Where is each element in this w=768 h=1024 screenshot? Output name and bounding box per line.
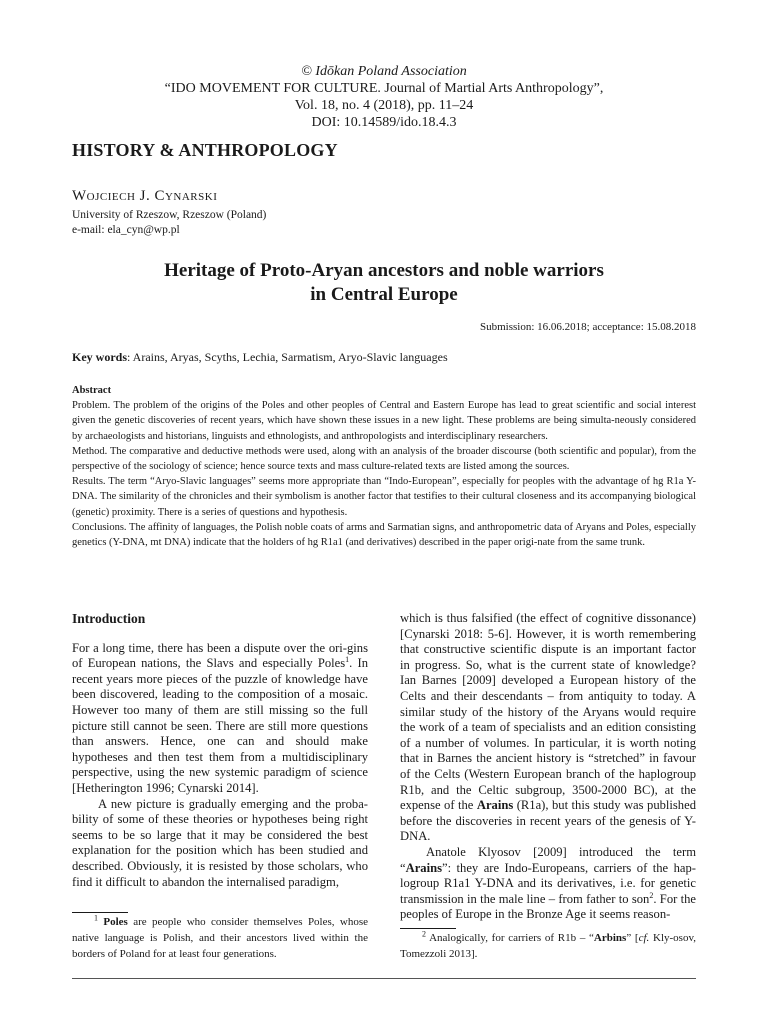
- right-column: [400, 611, 696, 923]
- right-p2-text-b: ”: they are Indo-Europeans, carriers of the hap-logroup R1a1 Y-DNA and its derivatives, i.e. for genetic transmission in the male line – from father to son: [400, 860, 696, 906]
- left-paragraph-1: [72, 641, 368, 797]
- abstract-method: Method. The comparative and deductive methods were used, along with an analysis of the broader discourse (both scientific and popular), from the perspective of the sociology of science; hence source texts and mass culture-related texts are listed among the sources.: [72, 445, 696, 473]
- left-column: [72, 610, 368, 890]
- author-name: Wojciech J. Cynarski: [72, 188, 218, 204]
- footnote-2-bold: Arbins: [593, 932, 627, 944]
- right-p2-bold: Arains: [405, 860, 442, 875]
- footnote-1-bold: Poles: [103, 916, 128, 928]
- left-paragraph-2: A new picture is gradually emerging and the proba-bility of some of these theories or hypotheses being right seems to be so large that it may be considered the best explanation for the position which has been studied and described. Obviously, it is resisted by those scholars, who find it difficult to abandon the internalised paradigm,: [72, 796, 368, 889]
- right-p1-text: which is thus falsified (the effect of cognitive dissonance) [Cynarski 2018: 5-6]. However, it is worth remembering that constructive scientific dispute is an important factor in progress. So, what is the current state of knowledge? Ian Barnes [2009] developed a European history of the Celts and their descendants – from antiquity to today. A similar study of the history of the Aryans would require the work of a team of specialists and an edition consisting of a number of volumes. In particular, it is worth noting that in Barnes the ancient history is “stretched” in favour of the Celts (Western European branch of the haplogroup R1b, and the Celtic subgroup, 3500-2000 BC), at the expense of the: [400, 611, 696, 813]
- footnote-ref-2: 2: [649, 890, 654, 900]
- doi-line: DOI: 10.14589/ido.18.4.3: [311, 115, 457, 130]
- footnote-rule-left: [72, 912, 128, 913]
- footnote-1: [72, 914, 368, 962]
- footnote-2-text-b: ” [: [626, 932, 639, 944]
- bottom-rule: [72, 978, 696, 979]
- abstract-heading: Abstract: [72, 385, 112, 396]
- keywords-label: Key words: [72, 350, 127, 364]
- abstract-problem: Problem. The problem of the origins of the Poles and other peoples of Central and Eastern Europe has lead to great scientific and social interest given the genetic discoveries of recent years, which have shown these issues in a new light. These problems are being simulta-neously considered by archaeologists and historians, linguists and ethnologists, and anthropologists and interdisciplinary researchers.: [72, 400, 696, 442]
- submission-dates: Submission: 16.06.2018; acceptance: 15.08.2018: [480, 321, 696, 333]
- title-line-2: in Central Europe: [310, 284, 458, 305]
- right-p2-text-a: Anatole Klyosov [2009] introduced the term “: [400, 844, 696, 875]
- paper-title: [72, 259, 696, 307]
- footnote-2-text-c: Kly-osov, Tomezzoli 2013].: [400, 932, 696, 960]
- right-p1-bold: Arains: [476, 798, 514, 813]
- keywords-text: : Arains, Aryas, Scyths, Lechia, Sarmatism, Aryo-Slavic languages: [127, 350, 448, 364]
- footnote-2-number: 2: [422, 929, 426, 939]
- author-affiliation: University of Rzeszow, Rzeszow (Poland): [72, 209, 267, 221]
- title-line-1: Heritage of Proto-Aryan ancestors and noble warriors: [164, 260, 604, 281]
- section-heading: HISTORY & ANTHROPOLOGY: [72, 140, 338, 160]
- footnote-2-text-a: Analogically, for carriers of R1b – “: [426, 932, 594, 944]
- footnote-ref-1: 1: [345, 655, 350, 664]
- footnote-2: [400, 930, 696, 962]
- journal-header: [72, 63, 696, 131]
- association-line: © Idōkan Poland Association: [301, 64, 467, 79]
- abstract: [72, 383, 696, 550]
- left-p1-text-a: For a long time, there has been a dispute over the ori-gins of European nations, the Slavs and especially Poles: [72, 640, 368, 671]
- author-email: e-mail: ela_cyn@wp.pl: [72, 224, 180, 236]
- footnote-1-text: are people who consider themselves Poles, whose native language is Polish, and their ancestors lived within the borders of Poland for at least four generations.: [72, 916, 369, 960]
- keywords: [72, 350, 448, 365]
- right-paragraph-2: [400, 845, 696, 923]
- left-p1-text-b: . In recent years more pieces of the puzzle of knowledge have been discovered, leading to the composition of a mosaic. However too many of them are still missing so the full picture still cannot be seen. There are still more questions than answers. Hence, one can and should make hypotheses and then test them from a multidisciplinary perspective, using the new systemic paradigm of science [Hetherington 1996; Cynarski 2014].: [72, 656, 368, 795]
- right-p2-text-c: . For the peoples of Europe in the Bronze Age it seems reason-: [400, 891, 696, 922]
- footnote-2-italic: cf.: [638, 932, 650, 944]
- footnote-1-number: 1: [94, 913, 98, 923]
- author-affiliation-block: [72, 208, 266, 238]
- volume-line: Vol. 18, no. 4 (2018), pp. 11–24: [294, 98, 474, 113]
- footnote-rule-right: [400, 928, 456, 929]
- abstract-conclusions: Conclusions. The affinity of languages, the Polish noble coats of arms and Sarmatian signs, and anthropometric data of Aryans and Poles, especially genetics (Y-DNA, mt DNA) indicate that the holders of hg R1a1 (and derivatives) described in the paper origi-nate from the same trunk.: [72, 521, 696, 549]
- introduction-heading: Introduction: [72, 611, 146, 626]
- right-p1-end: (R1a), but this study was published before the discoveries in recent years of the genesis of Y-DNA.: [400, 798, 696, 844]
- journal-line: “IDO MOVEMENT FOR CULTURE. Journal of Martial Arts Anthropology”,: [164, 81, 604, 96]
- abstract-results: Results. The term “Aryo-Slavic languages” seems more appropriate than “Indo-European”, especially for peoples with the advantage of hg R1a Y-DNA. The similarity of the chronicles and their symbolism is another factor that testifies to their cultural closeness and its accompanying biological (genetic) proximity. There is a series of questions and hypothesis.: [72, 476, 696, 518]
- right-paragraph-1: [400, 611, 696, 845]
